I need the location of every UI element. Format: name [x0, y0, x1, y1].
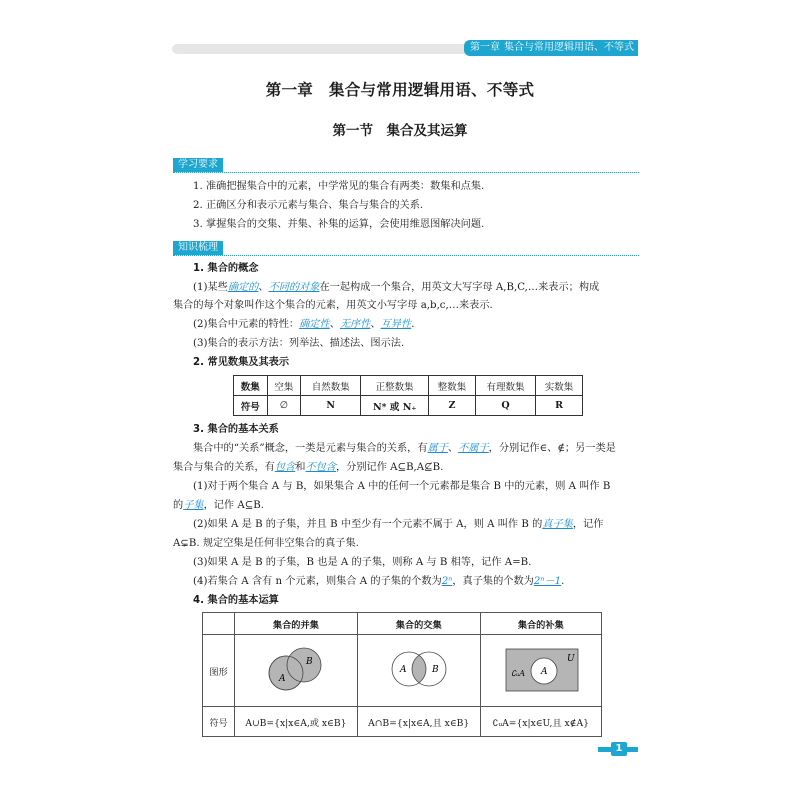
table-cell: 符号 [203, 707, 235, 737]
table-row [203, 635, 602, 707]
table-cell: 空集 [267, 376, 301, 396]
table-row [234, 396, 583, 416]
venn-label-a: A [399, 665, 407, 675]
header-chapter-badge [464, 40, 638, 56]
venn-label-u: U [566, 654, 575, 664]
table-cell: Z [429, 396, 476, 416]
blank-answer: 互异性 [380, 319, 412, 330]
paragraph: A⊊B. 规定空集是任何非空集合的真子集. [173, 538, 359, 549]
number-sets-table [233, 375, 583, 416]
venn-label-b: B [431, 665, 439, 675]
blank-answer: 包含 [274, 462, 296, 473]
paragraph: 集合中的“关系”概念，一类是元素与集合的关系，有属于、不属于，分别记作∈、∉；另一类是 [193, 443, 616, 454]
requirement-item: 1. 准确把握集合中的元素，中学常见的集合有两类：数集和点集. [193, 181, 485, 192]
table-cell: 符号 [234, 396, 268, 416]
table-row [234, 376, 583, 396]
header-chapter-label: 第一章 [470, 42, 500, 53]
blank-answer: 不属于 [458, 443, 489, 454]
paragraph: (4)若集合 A 含有 n 个元素，则集合 A 的子集的个数为2ⁿ，真子集的个数为2ⁿ－1. [193, 576, 565, 587]
paragraph: (3)如果 A 是 B 的子集，B 也是 A 的子集，则称 A 与 B 相等，记作 A=B. [193, 557, 532, 568]
table-cell: N [301, 396, 361, 416]
paragraph: 的子集，记作 A⊆B. [173, 500, 264, 511]
requirements-divider [173, 172, 639, 173]
table-cell: 正整数集 [361, 376, 429, 396]
paragraph: (3)集合的表示方法：列举法、描述法、图示法. [193, 338, 405, 349]
table-cell: ∅ [267, 396, 301, 416]
table-cell: 自然数集 [301, 376, 361, 396]
venn-label-a: A [540, 667, 548, 677]
table-cell: 集合的交集 [357, 613, 480, 635]
knowledge-divider [173, 255, 639, 256]
paragraph: (1)某些确定的、不同的对象在一起构成一个集合，用英文大写字母 A,B,C,…来表示；构成 [193, 282, 600, 293]
table-cell [357, 635, 480, 707]
blank-answer: 无序性 [339, 319, 371, 330]
blank-answer: 确定的 [227, 282, 259, 293]
table-cell: A∩B={x|x∈A,且 x∈B} [357, 707, 480, 737]
table-row [203, 707, 602, 737]
table-cell [235, 635, 358, 707]
table-cell: R [536, 396, 583, 416]
knowledge-tag: 知识梳理 [173, 241, 223, 255]
requirement-item: 3. 掌握集合的交集、并集、补集的运算，会使用维恩图解决问题. [193, 219, 485, 230]
heading-number-sets: 2. 常见数集及其表示 [193, 357, 290, 368]
section-title: 第一节 集合及其运算 [332, 123, 468, 139]
blank-answer: 真子集 [542, 519, 573, 530]
blank-answer: 不包含 [305, 462, 336, 473]
blank-answer: 确定性 [299, 319, 330, 330]
header-grey-bar [172, 44, 472, 54]
requirements-tag: 学习要求 [173, 158, 223, 172]
complement-venn-diagram [491, 639, 591, 699]
table-cell: 集合的并集 [235, 613, 358, 635]
blank-answer: 属于 [427, 443, 448, 454]
table-cell: A∪B={x|x∈A,或 x∈B} [235, 707, 358, 737]
page-number-badge [598, 742, 638, 756]
union-venn-diagram [251, 639, 341, 699]
paragraph: 集合的每个对象叫作这个集合的元素，用英文小写字母 a,b,c,…来表示. [173, 300, 493, 311]
table-row [203, 613, 602, 635]
paragraph: (2)如果 A 是 B 的子集，并且 B 中至少有一个元素不属于 A，则 A 叫作 B 的真子集，记作 [193, 519, 604, 530]
requirement-item: 2. 正确区分和表示元素与集合、集合与集合的关系. [193, 200, 424, 211]
blank-answer: 不同的对象 [268, 282, 320, 293]
table-cell: 整数集 [429, 376, 476, 396]
intersection-venn-diagram [374, 639, 464, 699]
header-chapter-name: 集合与常用逻辑用语、不等式 [504, 42, 634, 53]
paragraph: (2)集合中元素的特性：确定性、无序性、互异性. [193, 319, 415, 330]
paragraph: (1)对于两个集合 A 与 B，如果集合 A 中的任何一个元素都是集合 B 中的元素，则 A 叫作 B [193, 481, 611, 492]
paragraph: 集合与集合的关系，有包含和不包含，分别记作 A⊆B,A⊈B. [173, 462, 444, 473]
table-cell: 数集 [234, 376, 268, 396]
table-cell: Q [475, 396, 535, 416]
set-operations-table [202, 612, 602, 737]
table-cell: ∁ᵤA={x|x∈U,且 x∉A} [480, 707, 601, 737]
page-number: 1 [611, 742, 627, 756]
blank-answer: 2ⁿ－1 [533, 576, 562, 587]
blank-answer: 2ⁿ [441, 576, 453, 587]
venn-label-a: A [278, 674, 286, 684]
heading-set-concept: 1. 集合的概念 [193, 263, 259, 274]
venn-label-b: B [305, 657, 313, 667]
chapter-title: 第一章 集合与常用逻辑用语、不等式 [265, 81, 535, 99]
table-cell [480, 635, 601, 707]
heading-set-operations: 4. 集合的基本运算 [193, 595, 279, 606]
running-header [172, 40, 638, 56]
complement-label: ∁ᵤA [510, 669, 525, 678]
table-cell: 实数集 [536, 376, 583, 396]
blank-answer: 子集 [183, 500, 204, 511]
table-cell: 集合的补集 [480, 613, 601, 635]
table-cell: 有理数集 [475, 376, 535, 396]
heading-set-relations: 3. 集合的基本关系 [193, 424, 279, 435]
table-cell: N* 或 N₊ [361, 396, 429, 416]
table-cell [203, 613, 235, 635]
table-cell: 图形 [203, 635, 235, 707]
